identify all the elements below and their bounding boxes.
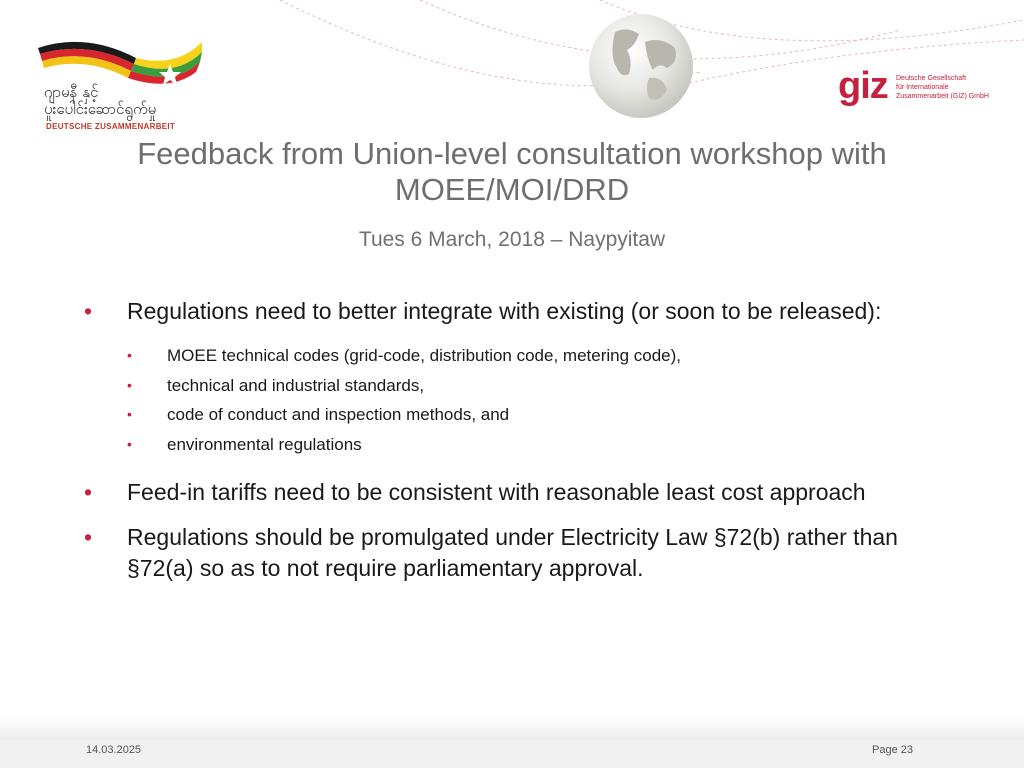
globe-icon [587, 12, 695, 120]
deutsche-zusammenarbeit-caption: DEUTSCHE ZUSAMMENARBEIT [46, 122, 176, 131]
flag-swoosh-icon [36, 34, 206, 90]
bullet-item: • Feed-in tariffs need to be consistent with reasonable least cost approach [84, 477, 944, 508]
german-myanmar-cooperation-logo [36, 34, 206, 134]
sub-bullet-item: • MOEE technical codes (grid-code, distribution code, metering code), [84, 341, 944, 371]
sub-bullet-item: • technical and industrial standards, [84, 371, 944, 401]
footer-shadow [0, 716, 1024, 740]
sub-bullet-icon: • [127, 406, 132, 422]
bullet-icon: • [84, 479, 93, 505]
bullet-list [84, 296, 944, 598]
bullet-item: • Regulations should be promulgated under Electricity Law §72(b) rather than §72(a) so as to not require parliamentary approval. [84, 524, 898, 581]
sub-bullet-icon: • [127, 347, 132, 363]
slide-title: Feedback from Union-level consultation workshop with MOEE/MOI/DRD [137, 136, 887, 207]
giz-wordmark: giz [838, 65, 888, 107]
footer-date: 14.03.2025 [86, 744, 142, 756]
giz-logo [838, 66, 998, 110]
sub-bullet-icon: • [127, 376, 132, 393]
bullet-icon: • [84, 524, 93, 550]
page-number: Page 23 [872, 744, 913, 756]
burmese-caption: ဂျာမနီ နှင့် ပူးပေါင်းဆောင်ရွက်မှု [44, 83, 157, 118]
footer-bar [0, 740, 1024, 768]
slide-subtitle: Tues 6 March, 2018 – Naypyitaw [358, 228, 666, 251]
giz-description: Deutsche Gesellschaft für Internationale Zusammenarbeit (GIZ) GmbH [896, 75, 989, 100]
sub-bullet-list [84, 341, 944, 459]
bullet-item: • Regulations need to better integrate with existing (or soon to be released): [84, 296, 944, 327]
sub-bullet-item: • code of conduct and inspection methods, and [84, 400, 944, 430]
bullet-icon: • [84, 298, 93, 324]
sub-bullet-icon: • [127, 435, 132, 452]
sub-bullet-item: • environmental regulations [84, 430, 944, 460]
